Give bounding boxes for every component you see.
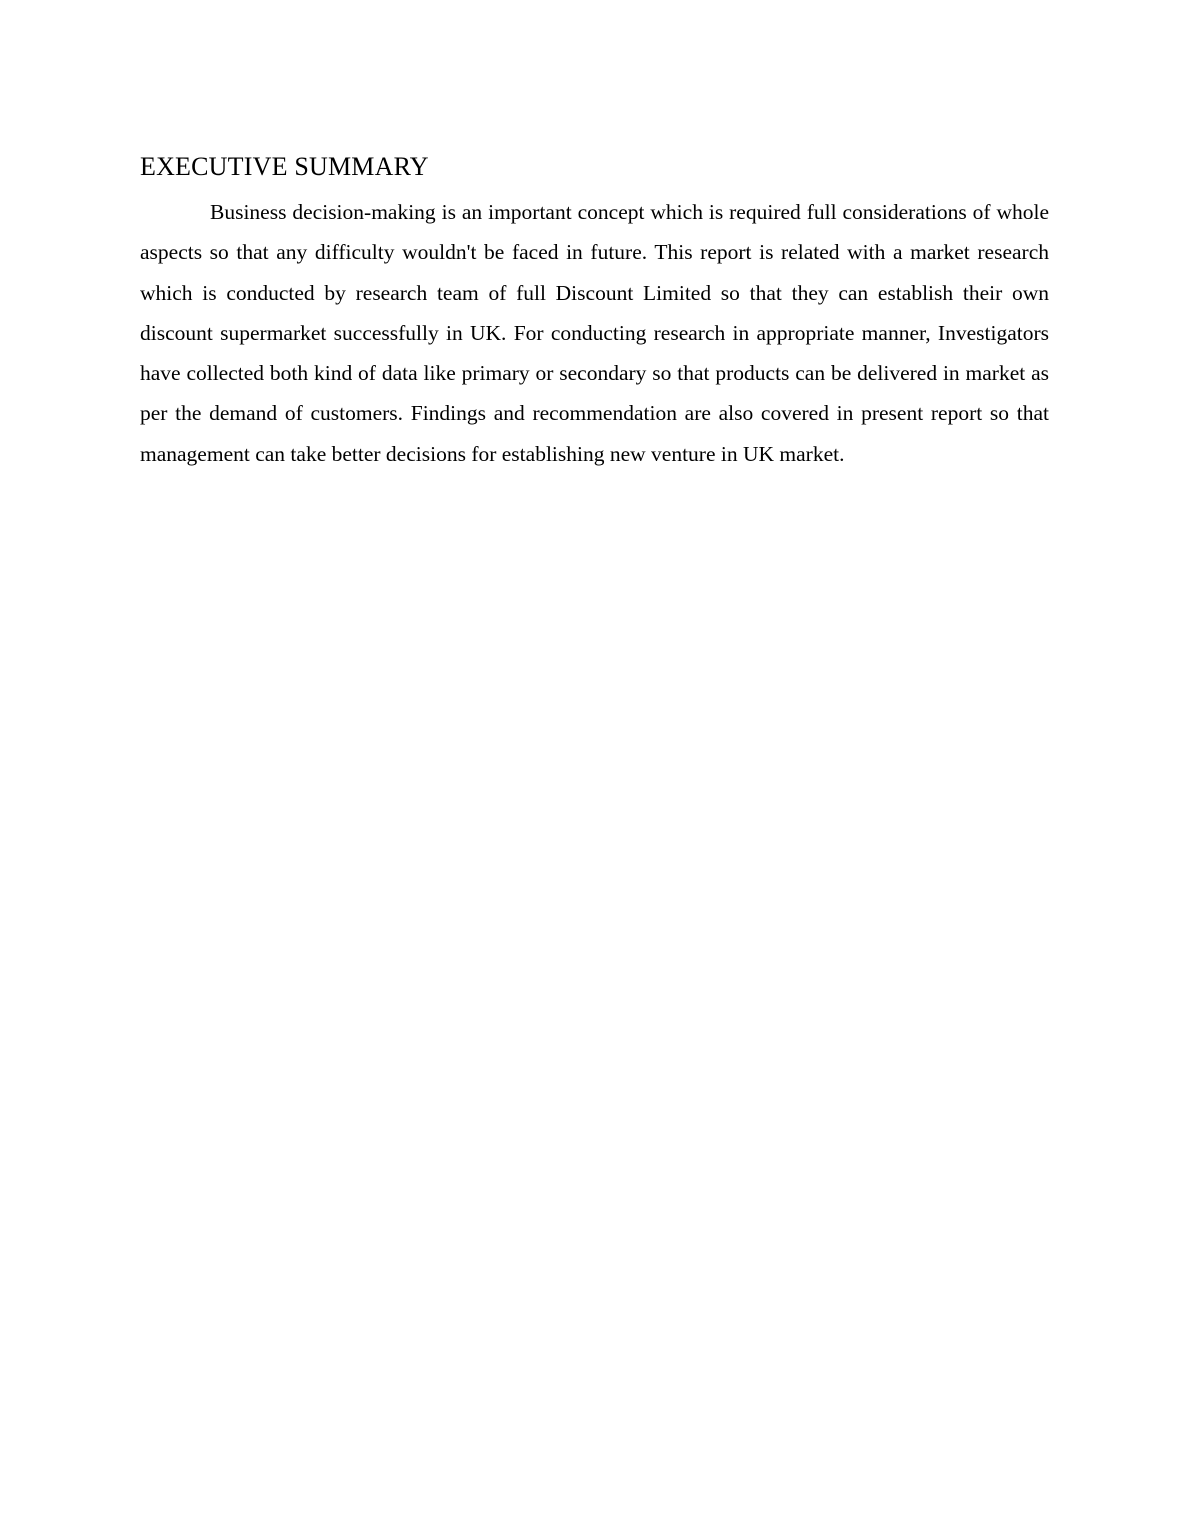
executive-summary-section bbox=[140, 150, 1049, 474]
summary-paragraph: Business decision-making is an important concept which is required full considerations of whole aspects so that any difficulty wouldn't be faced in future. This report is related with a market research which is conducted by research team of full Discount Limited so that they can establish their own discount supermarket successfully in UK. For conducting research in appropriate manner, Investigators have collected both kind of data like primary or secondary so that products can be delivered in market as per the demand of customers. Findings and recommendation are also covered in present report so that management can take better decisions for establishing new venture in UK market. bbox=[140, 200, 1049, 466]
section-heading: EXECUTIVE SUMMARY bbox=[140, 152, 429, 181]
